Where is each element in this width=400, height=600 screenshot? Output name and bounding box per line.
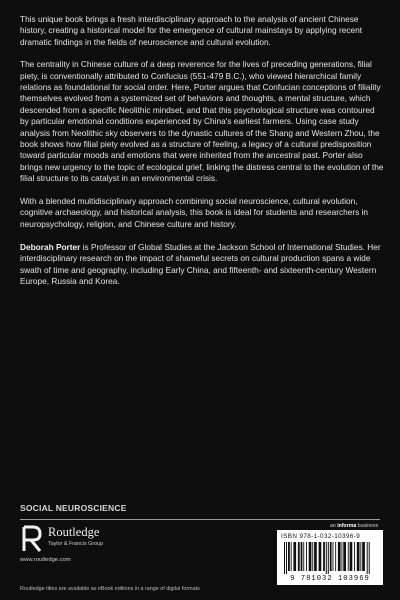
barcode-bar xyxy=(357,542,360,571)
barcode-bar xyxy=(328,542,329,574)
barcode-bar xyxy=(330,542,332,571)
back-cover-blurb xyxy=(20,14,384,299)
blurb-paragraph-3: With a blended multidisciplinary approach combining social neuroscience, cultural evolution, cognitive archaeology, and historical analysis, this book is ideal for students and researchers in neuropsychology, religion, and Chinese culture and history. xyxy=(20,195,369,229)
barcode-bar xyxy=(333,542,334,571)
barcode-bar xyxy=(354,542,355,571)
barcode-bar xyxy=(323,542,325,571)
routledge-r-logo-icon xyxy=(20,525,44,553)
barcode-bar xyxy=(343,542,346,571)
barcode-bar xyxy=(319,542,322,571)
series-title: SOCIAL NEUROSCIENCE xyxy=(20,503,127,513)
barcode-number: 9 781032 103969 xyxy=(290,575,370,583)
barcode-bar xyxy=(342,542,343,571)
publisher-block xyxy=(20,525,150,565)
author-name: Deborah Porter xyxy=(20,241,81,252)
publisher-website: www.routledge.com xyxy=(20,557,71,563)
author-bio xyxy=(20,242,384,288)
barcode-bar xyxy=(293,542,296,571)
barcode-bar xyxy=(312,542,313,571)
informa-prefix: an xyxy=(330,523,338,529)
publisher-group: Taylor & Francis Group xyxy=(48,541,104,547)
barcode-bar xyxy=(350,542,353,571)
informa-tagline xyxy=(330,523,378,529)
ebook-footer: Routledge titles are available as eBook editions in a range of digital formats xyxy=(20,586,200,592)
barcode-bar xyxy=(335,542,336,571)
barcode-bar xyxy=(306,542,307,571)
barcode-bar xyxy=(286,542,287,574)
divider xyxy=(20,519,380,520)
blurb-paragraph-1: This unique book brings a fresh interdisciplinary approach to the analysis of ancient Chinese history, creating a historical model for the emergence of cultural mainstays by applying recent dramatic findings in the fields of neuroscience and cultural evolution. xyxy=(20,14,363,47)
barcode-bar xyxy=(367,542,368,574)
informa-suffix: business xyxy=(356,523,379,529)
barcode-bar xyxy=(362,542,365,571)
barcode-bar xyxy=(291,542,292,571)
barcode-bar xyxy=(338,542,341,571)
barcode-bar xyxy=(326,542,327,574)
barcode-bar xyxy=(298,542,300,571)
isbn-barcode xyxy=(277,530,383,585)
blurb-paragraph-2: The centrality in Chinese culture of a deep reverence for the lives of preceding generations, filial piety, is conventionally attributed to Confucius (551-479 B.C.), who viewed hierarchical family relations as foundational for social order. Here, Porter argues that Confucian conceptions of filiality themselves evolved from a systemized set of behaviors and thoughts, a mental structure, which descended from a specific Neolithic mindset, and that this psychological structure was contoured by particular emotional conditions experienced by China's earliest farmers. Using case study analysis from Neolithic sky observers to the dynastic cultures of the Shang and Western Zhou, the book shows how filial piety evolved as a structure of feeling, a legacy of a cultural predisposition toward particular moods and emotions that were inherited from the ancestral past. Porter also brings new urgency to the topic of ecological grief, linking the distress central to the evolution of the filial structure to its catalyst in an environmental crisis. xyxy=(20,59,384,184)
barcode-bar xyxy=(301,542,303,571)
barcode-bar xyxy=(348,542,349,571)
publisher-name: Routledge xyxy=(48,525,100,539)
barcode-bar xyxy=(309,542,312,571)
barcode-bar xyxy=(314,542,317,571)
barcode-bar xyxy=(288,542,290,571)
barcode-bar xyxy=(303,542,304,571)
barcode-bar xyxy=(284,542,285,574)
barcode-bars xyxy=(283,542,377,574)
barcode-bar xyxy=(369,542,370,574)
barcode-bar xyxy=(360,542,361,571)
author-bio-text: is Professor of Global Studies at the Jackson School of International Studies. Her interdisciplinary research on the impact of shameful secrets on cultural production spans a wide swath of time and geography, including Early China, and fifteenth- and sixteenth-century Western Europe, Russia and Korea. xyxy=(20,241,381,287)
isbn-label: ISBN 978-1-032-10396-9 xyxy=(281,533,361,540)
informa-brand: informa xyxy=(337,523,357,529)
